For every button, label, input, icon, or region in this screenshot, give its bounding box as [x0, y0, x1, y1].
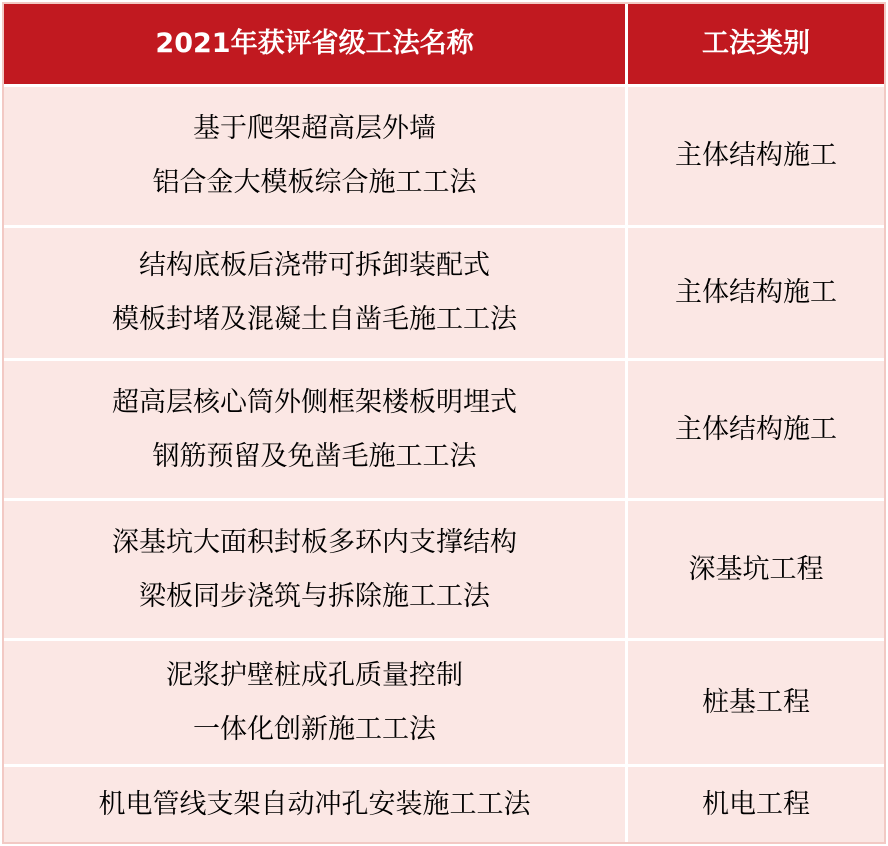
table-row	[4, 638, 884, 764]
method-name-line: 基于爬架超高层外墙	[193, 113, 436, 144]
method-name-line: 超高层核心筒外侧框架楼板明埋式	[112, 386, 517, 418]
method-name-cell	[4, 87, 628, 225]
table-header-row	[4, 4, 884, 84]
method-name-line: 梁板同步浇筑与拆除施工工法	[139, 580, 490, 612]
method-type-cell: 主体结构施工	[628, 87, 884, 225]
method-name-cell	[4, 767, 628, 842]
method-name-line: 深基坑大面积封板多环内支撑结构	[112, 526, 517, 558]
header-method-name: 2021年获评省级工法名称	[4, 4, 628, 84]
method-type-cell: 主体结构施工	[628, 228, 884, 358]
method-name-line: 模板封堵及混凝土自凿毛施工工法	[112, 304, 517, 335]
table-row	[4, 84, 884, 225]
method-name-line: 机电管线支架自动冲孔安装施工工法	[98, 788, 531, 820]
method-name-cell	[4, 361, 628, 498]
method-type-cell: 桩基工程	[628, 641, 884, 764]
table-row	[4, 498, 884, 638]
table-row	[4, 358, 884, 498]
method-name-line: 钢筋预留及免凿毛施工工法	[152, 440, 477, 472]
method-name-line: 结构底板后浇带可拆卸装配式	[139, 250, 490, 281]
methods-table	[2, 2, 886, 844]
method-name-line: 铝合金大模板综合施工工法	[152, 167, 477, 198]
table-row	[4, 225, 884, 358]
method-name-line: 一体化创新施工工法	[193, 713, 436, 745]
method-type-cell: 深基坑工程	[628, 501, 884, 638]
method-name-cell	[4, 228, 628, 358]
table-row	[4, 764, 884, 842]
method-type-cell: 主体结构施工	[628, 361, 884, 498]
method-type-cell: 机电工程	[628, 767, 884, 842]
method-name-cell	[4, 641, 628, 764]
header-method-type: 工法类别	[628, 4, 884, 84]
method-name-line: 泥浆护壁桩成孔质量控制	[166, 659, 463, 691]
method-name-cell	[4, 501, 628, 638]
